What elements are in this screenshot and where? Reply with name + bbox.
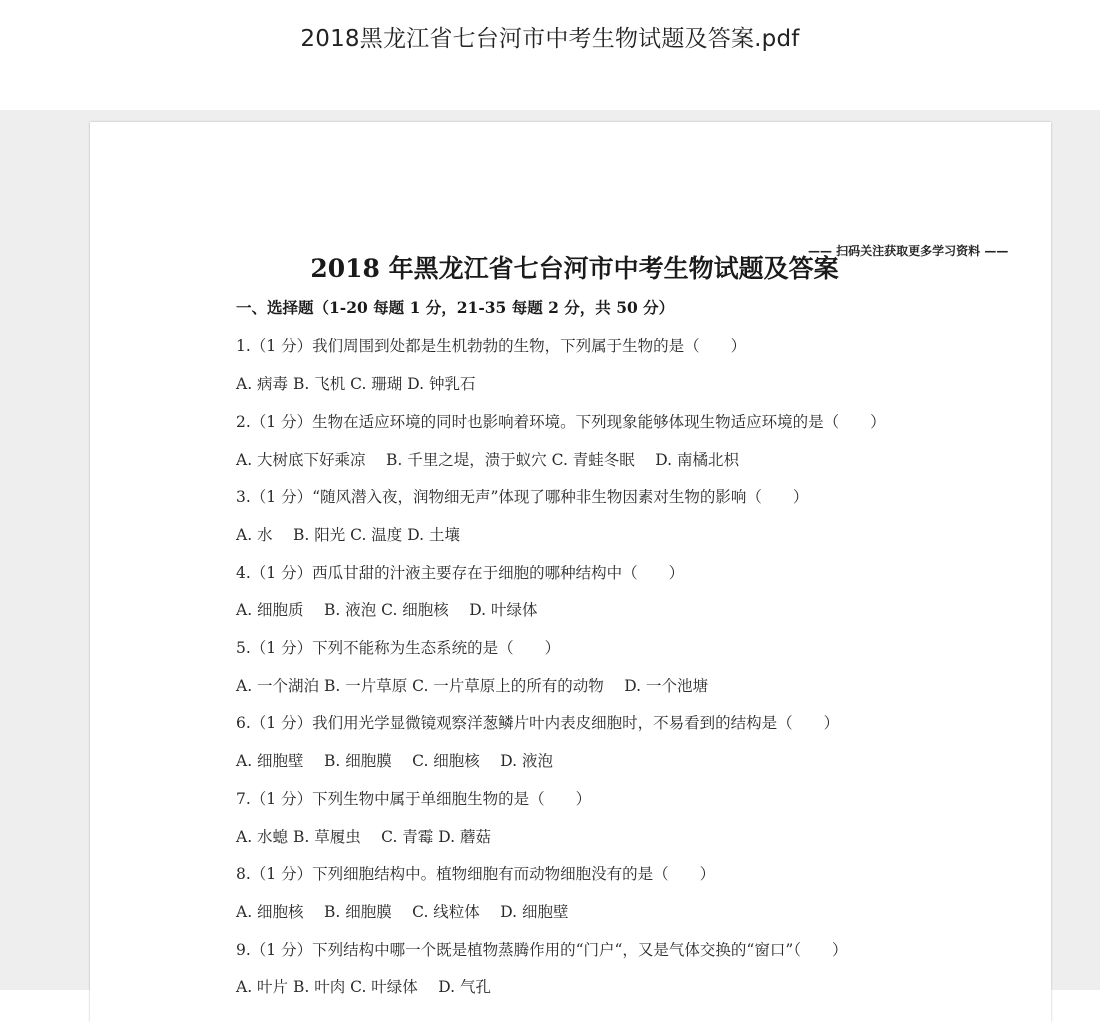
question-line: 2.（1 分）生物在适应环境的同时也影响着环境。下列现象能够体现生物适应环境的是（ ） [236, 413, 886, 431]
options-line: A. 叶片 B. 叶肉 C. 叶绿体 D. 气孔 [236, 978, 491, 996]
options-line: A. 一个湖泊 B. 一片草原 C. 一片草原上的所有的动物 D. 一个池塘 [236, 677, 708, 695]
question-line: 8.（1 分）下列细胞结构中。植物细胞有而动物细胞没有的是（ ） [236, 865, 716, 883]
question-line: 9.（1 分）下列结构中哪一个既是植物蒸腾作用的“门户“，又是气体交换的“窗口”（ ） [236, 941, 848, 959]
options-line: A. 水螅 B. 草履虫 C. 青霉 D. 蘑菇 [236, 828, 491, 846]
watermark-text: —— 扫码关注获取更多学习资料 —— [808, 244, 1009, 258]
options-line: A. 水 B. 阳光 C. 温度 D. 土壤 [236, 526, 460, 544]
options-line: A. 病毒 B. 飞机 C. 珊瑚 D. 钟乳石 [236, 375, 476, 393]
options-line: A. 细胞核 B. 细胞膜 C. 线粒体 D. 细胞壁 [236, 903, 569, 921]
question-line: 3.（1 分）“随风潜入夜，润物细无声”体现了哪种非生物因素对生物的影响（ ） [236, 488, 809, 506]
question-line: 4.（1 分）西瓜甘甜的汁液主要存在于细胞的哪种结构中（ ） [236, 564, 685, 582]
document-filename: 2018黑龙江省七台河市中考生物试题及答案.pdf [300, 26, 800, 52]
options-line: A. 细胞质 B. 液泡 C. 细胞核 D. 叶绿体 [236, 601, 538, 619]
paper-title: 2018 年黑龙江省七台河市中考生物试题及答案 [310, 254, 839, 283]
question-line: 7.（1 分）下列生物中属于单细胞生物的是（ ） [236, 790, 592, 808]
section-heading: 一、选择题（1-20 每题 1 分，21-35 每题 2 分，共 50 分） [236, 298, 675, 317]
question-line: 1.（1 分）我们周围到处都是生机勃勃的生物，下列属于生物的是（ ） [236, 337, 747, 355]
question-line: 5.（1 分）下列不能称为生态系统的是（ ） [236, 639, 561, 657]
viewer-header [0, 0, 1100, 110]
options-line: A. 大树底下好乘凉 B. 千里之堤，溃于蚁穴 C. 青蛙冬眠 D. 南橘北枳 [236, 451, 739, 469]
question-line: 6.（1 分）我们用光学显微镜观察洋葱鳞片叶内表皮细胞时，不易看到的结构是（ ） [236, 714, 840, 732]
pdf-page [90, 122, 1051, 1022]
options-line: A. 细胞壁 B. 细胞膜 C. 细胞核 D. 液泡 [236, 752, 553, 770]
pdf-viewer-area[interactable] [0, 110, 1100, 996]
